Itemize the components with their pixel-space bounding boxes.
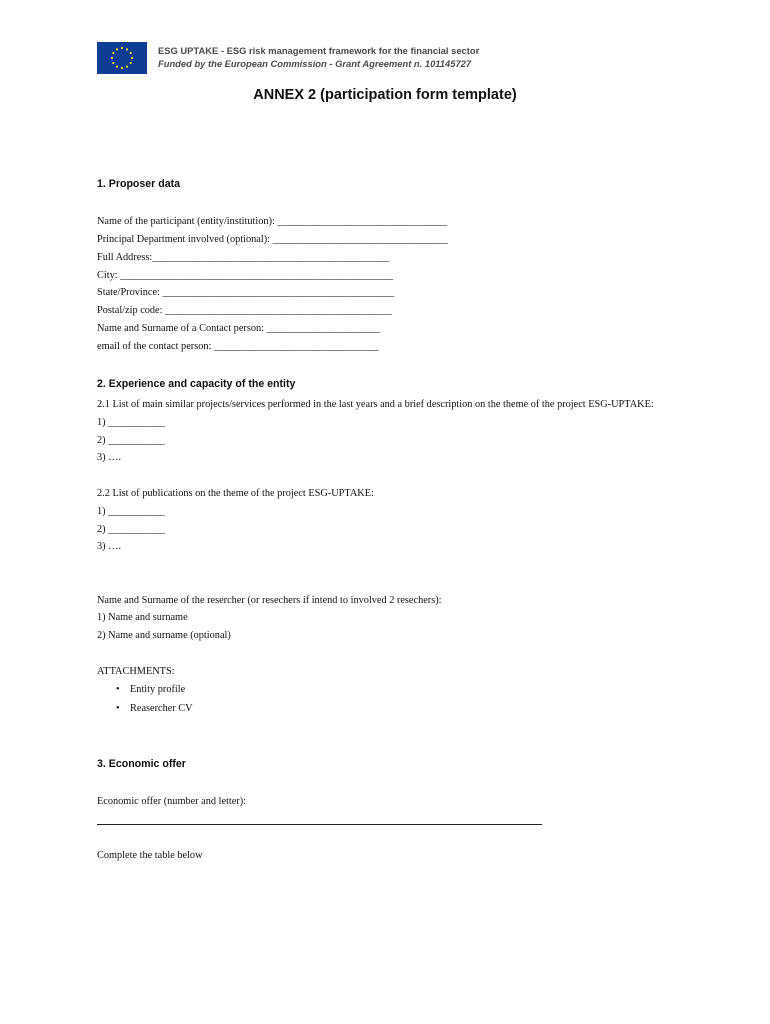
- field-contact-email: email of the contact person: ________________________________: [97, 341, 379, 352]
- researcher-item: 1) Name and surname: [97, 612, 188, 623]
- projects-list-label: 2.1 List of main similar projects/services performed in the last years and a brief description on the theme of the project ESG-UPTAKE:: [97, 399, 654, 410]
- flag-star: [126, 66, 128, 68]
- flag-star: [112, 52, 114, 54]
- flag-star: [116, 48, 118, 50]
- flag-star: [130, 62, 132, 64]
- flag-star: [126, 48, 128, 50]
- field-city: City: _____________________________________________________: [97, 270, 394, 281]
- page-title: ANNEX 2 (participation form template): [253, 87, 517, 103]
- attachment-item: Reasercher CV: [130, 703, 193, 714]
- field-contact-person: Name and Surname of a Contact person: ______________________: [97, 323, 380, 334]
- projects-list-item: 3) ….: [97, 452, 122, 463]
- flag-star: [116, 66, 118, 68]
- header-project-line: ESG UPTAKE - ESG risk management framework for the financial sector: [158, 45, 480, 56]
- flag-star: [112, 62, 114, 64]
- flag-star: [121, 67, 123, 69]
- section2-heading: 2. Experience and capacity of the entity: [97, 378, 296, 390]
- publications-list-label: 2.2 List of publications on the theme of the project ESG-UPTAKE:: [97, 488, 374, 499]
- field-full-address: Full Address:______________________________________________: [97, 252, 390, 263]
- table-instruction: Complete the table below: [97, 850, 203, 861]
- publications-list-item: 1) ___________: [97, 506, 165, 517]
- projects-list-item: 2) ___________: [97, 435, 165, 446]
- section1-heading: 1. Proposer data: [97, 178, 181, 190]
- researchers-label: Name and Surname of the resercher (or resechers if intend to involved 2 resechers):: [97, 595, 442, 606]
- eu-flag-icon: [97, 42, 147, 74]
- bullet-icon: •: [116, 684, 120, 695]
- field-state: State/Province: _____________________________________________: [97, 287, 395, 298]
- flag-star: [111, 57, 113, 59]
- publications-list-item: 3) ….: [97, 541, 122, 552]
- flag-star: [131, 57, 133, 59]
- attachment-item: Entity profile: [130, 684, 186, 695]
- researcher-item: 2) Name and surname (optional): [97, 630, 231, 641]
- header-funding-line: Funded by the European Commission - Grant Agreement n. 101145727: [158, 58, 472, 69]
- flag-star: [121, 47, 123, 49]
- field-department: Principal Department involved (optional): __________________________________: [97, 234, 448, 245]
- section3-heading: 3. Economic offer: [97, 758, 186, 770]
- attachments-label: ATTACHMENTS:: [97, 666, 175, 677]
- bullet-icon: •: [116, 703, 120, 714]
- flag-star: [130, 52, 132, 54]
- economic-offer-line: [97, 824, 542, 825]
- projects-list-item: 1) ___________: [97, 417, 165, 428]
- field-participant-name: Name of the participant (entity/institution): _________________________________: [97, 216, 448, 227]
- publications-list-item: 2) ___________: [97, 524, 165, 535]
- field-postal-code: Postal/zip code: ____________________________________________: [97, 305, 392, 316]
- economic-offer-label: Economic offer (number and letter):: [97, 796, 247, 807]
